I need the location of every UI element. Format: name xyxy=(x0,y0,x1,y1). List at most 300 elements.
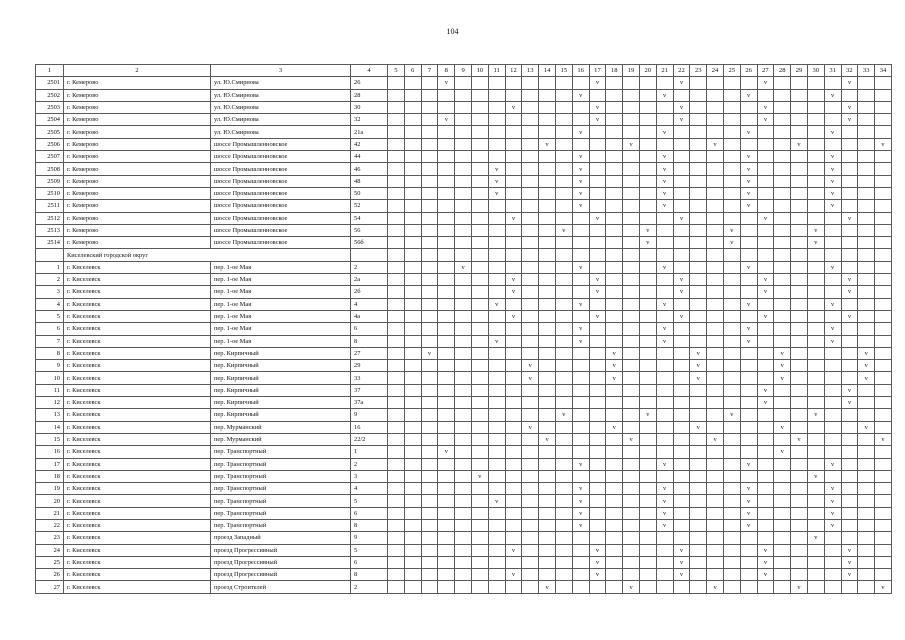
empty-cell xyxy=(707,556,724,568)
empty-cell xyxy=(824,101,841,113)
check-mark: v xyxy=(690,372,707,384)
column-header: 30 xyxy=(807,65,824,77)
empty-cell xyxy=(723,101,740,113)
empty-cell xyxy=(623,470,640,482)
empty-cell xyxy=(656,372,673,384)
empty-cell xyxy=(656,347,673,359)
empty-cell xyxy=(774,151,791,163)
city-cell: г. Киселевск xyxy=(64,347,211,359)
empty-cell xyxy=(505,507,522,519)
empty-cell xyxy=(673,237,690,249)
empty-cell xyxy=(673,89,690,101)
street-cell: пер. Кирпичный xyxy=(211,372,351,384)
empty-cell xyxy=(656,274,673,286)
check-mark: v xyxy=(757,212,774,224)
empty-cell xyxy=(404,126,421,138)
empty-cell xyxy=(690,274,707,286)
empty-cell xyxy=(471,532,488,544)
street-cell: проезд Западный xyxy=(211,532,351,544)
empty-cell xyxy=(623,483,640,495)
check-mark: v xyxy=(757,310,774,322)
check-mark: v xyxy=(824,89,841,101)
table-row xyxy=(36,519,892,531)
empty-cell xyxy=(505,347,522,359)
empty-cell xyxy=(757,89,774,101)
empty-cell xyxy=(875,298,892,310)
empty-cell xyxy=(404,138,421,150)
empty-cell xyxy=(388,187,405,199)
empty-cell xyxy=(488,519,505,531)
empty-cell xyxy=(555,532,572,544)
check-mark: v xyxy=(656,187,673,199)
row-number: 11 xyxy=(36,384,64,396)
row-number: 20 xyxy=(36,495,64,507)
empty-cell xyxy=(455,483,472,495)
check-mark: v xyxy=(824,187,841,199)
empty-cell xyxy=(791,249,808,261)
empty-cell xyxy=(673,151,690,163)
empty-cell xyxy=(421,581,438,593)
empty-cell xyxy=(707,470,724,482)
empty-cell xyxy=(673,138,690,150)
empty-cell xyxy=(740,581,757,593)
check-mark: v xyxy=(740,89,757,101)
check-mark: v xyxy=(740,261,757,273)
empty-cell xyxy=(757,175,774,187)
empty-cell xyxy=(589,187,606,199)
empty-cell xyxy=(555,175,572,187)
empty-cell xyxy=(572,138,589,150)
empty-cell xyxy=(438,175,455,187)
table-row xyxy=(36,421,892,433)
empty-cell xyxy=(404,163,421,175)
empty-cell xyxy=(656,237,673,249)
empty-cell xyxy=(522,237,539,249)
empty-cell xyxy=(455,126,472,138)
empty-cell xyxy=(824,569,841,581)
empty-cell xyxy=(875,224,892,236)
empty-cell xyxy=(488,507,505,519)
empty-cell xyxy=(774,187,791,199)
empty-cell xyxy=(774,483,791,495)
check-mark: v xyxy=(656,519,673,531)
city-cell: г. Киселевск xyxy=(64,556,211,568)
check-mark: v xyxy=(740,507,757,519)
check-mark: v xyxy=(875,138,892,150)
empty-cell xyxy=(539,101,556,113)
empty-cell xyxy=(522,323,539,335)
empty-cell xyxy=(471,286,488,298)
empty-cell xyxy=(858,335,875,347)
empty-cell xyxy=(404,114,421,126)
street-cell: пер. Транспортный xyxy=(211,495,351,507)
empty-cell xyxy=(438,384,455,396)
check-mark: v xyxy=(841,114,858,126)
check-mark: v xyxy=(673,544,690,556)
empty-cell xyxy=(858,163,875,175)
table-row xyxy=(36,298,892,310)
empty-cell xyxy=(606,458,623,470)
empty-cell xyxy=(404,470,421,482)
empty-cell xyxy=(572,544,589,556)
empty-cell xyxy=(791,532,808,544)
empty-cell xyxy=(841,372,858,384)
check-mark: v xyxy=(572,298,589,310)
row-number: 2512 xyxy=(36,212,64,224)
empty-cell xyxy=(404,519,421,531)
empty-cell xyxy=(539,446,556,458)
empty-cell xyxy=(388,581,405,593)
empty-cell xyxy=(623,77,640,89)
empty-cell xyxy=(639,274,656,286)
empty-cell xyxy=(388,224,405,236)
empty-cell xyxy=(723,519,740,531)
check-mark: v xyxy=(841,286,858,298)
empty-cell xyxy=(421,237,438,249)
empty-cell xyxy=(791,237,808,249)
check-mark: v xyxy=(841,544,858,556)
empty-cell xyxy=(404,274,421,286)
empty-cell xyxy=(791,151,808,163)
empty-cell xyxy=(841,433,858,445)
empty-cell xyxy=(807,446,824,458)
empty-cell xyxy=(656,446,673,458)
empty-cell xyxy=(875,532,892,544)
street-cell: пер. 1-ое Мая xyxy=(211,274,351,286)
check-mark: v xyxy=(841,397,858,409)
empty-cell xyxy=(572,421,589,433)
house-cell: 2б xyxy=(351,286,388,298)
street-cell: шоссе Промышленновское xyxy=(211,163,351,175)
empty-cell xyxy=(572,224,589,236)
empty-cell xyxy=(421,409,438,421)
check-mark: v xyxy=(740,163,757,175)
column-header: 13 xyxy=(522,65,539,77)
column-header: 19 xyxy=(623,65,640,77)
empty-cell xyxy=(388,126,405,138)
empty-cell xyxy=(471,421,488,433)
empty-cell xyxy=(388,200,405,212)
column-header: 29 xyxy=(791,65,808,77)
empty-cell xyxy=(421,397,438,409)
empty-cell xyxy=(455,212,472,224)
empty-cell xyxy=(639,347,656,359)
street-cell: шоссе Промышленновское xyxy=(211,187,351,199)
empty-cell xyxy=(824,274,841,286)
empty-cell xyxy=(522,433,539,445)
empty-cell xyxy=(589,433,606,445)
empty-cell xyxy=(639,458,656,470)
row-number: 2 xyxy=(36,274,64,286)
empty-cell xyxy=(841,360,858,372)
empty-cell xyxy=(522,200,539,212)
column-header: 12 xyxy=(505,65,522,77)
empty-cell xyxy=(455,507,472,519)
column-header: 20 xyxy=(639,65,656,77)
empty-cell xyxy=(539,458,556,470)
empty-cell xyxy=(421,335,438,347)
empty-cell xyxy=(539,397,556,409)
empty-cell xyxy=(757,237,774,249)
row-number: 8 xyxy=(36,347,64,359)
empty-cell xyxy=(606,114,623,126)
table-row xyxy=(36,101,892,113)
empty-cell xyxy=(757,151,774,163)
empty-cell xyxy=(555,581,572,593)
row-number: 2511 xyxy=(36,200,64,212)
empty-cell xyxy=(572,114,589,126)
empty-cell xyxy=(505,163,522,175)
empty-cell xyxy=(455,101,472,113)
column-header: 7 xyxy=(421,65,438,77)
empty-cell xyxy=(858,532,875,544)
empty-cell xyxy=(539,323,556,335)
check-mark: v xyxy=(522,421,539,433)
empty-cell xyxy=(807,175,824,187)
empty-cell xyxy=(740,101,757,113)
empty-cell xyxy=(522,126,539,138)
empty-cell xyxy=(757,261,774,273)
table-row xyxy=(36,335,892,347)
empty-cell xyxy=(723,532,740,544)
empty-cell xyxy=(707,347,724,359)
empty-cell xyxy=(455,495,472,507)
city-cell: г. Киселевск xyxy=(64,335,211,347)
empty-cell xyxy=(824,409,841,421)
empty-cell xyxy=(791,77,808,89)
section-title: Киселевский городской округ xyxy=(64,249,351,261)
empty-cell xyxy=(505,126,522,138)
empty-cell xyxy=(656,569,673,581)
empty-cell xyxy=(455,274,472,286)
empty-cell xyxy=(421,224,438,236)
empty-cell xyxy=(388,519,405,531)
empty-cell xyxy=(858,544,875,556)
table-row xyxy=(36,446,892,458)
house-cell: 54 xyxy=(351,212,388,224)
empty-cell xyxy=(723,458,740,470)
empty-cell xyxy=(388,569,405,581)
empty-cell xyxy=(723,249,740,261)
empty-cell xyxy=(623,151,640,163)
empty-cell xyxy=(656,310,673,322)
row-number: 13 xyxy=(36,409,64,421)
empty-cell xyxy=(723,261,740,273)
empty-cell xyxy=(723,175,740,187)
empty-cell xyxy=(824,470,841,482)
empty-cell xyxy=(404,507,421,519)
empty-cell xyxy=(791,421,808,433)
empty-cell xyxy=(438,433,455,445)
empty-cell xyxy=(841,519,858,531)
empty-cell xyxy=(690,323,707,335)
empty-cell xyxy=(858,483,875,495)
empty-cell xyxy=(589,323,606,335)
empty-cell xyxy=(488,237,505,249)
empty-cell xyxy=(774,101,791,113)
check-mark: v xyxy=(841,569,858,581)
empty-cell xyxy=(404,101,421,113)
empty-cell xyxy=(656,544,673,556)
empty-cell xyxy=(623,409,640,421)
empty-cell xyxy=(707,360,724,372)
empty-cell xyxy=(673,335,690,347)
empty-cell xyxy=(723,483,740,495)
column-header: 23 xyxy=(690,65,707,77)
empty-cell xyxy=(841,126,858,138)
empty-cell xyxy=(438,495,455,507)
empty-cell xyxy=(875,470,892,482)
house-cell: 8 xyxy=(351,569,388,581)
empty-cell xyxy=(404,581,421,593)
row-number: 23 xyxy=(36,532,64,544)
empty-cell xyxy=(455,544,472,556)
empty-cell xyxy=(791,101,808,113)
empty-cell xyxy=(572,569,589,581)
empty-cell xyxy=(623,212,640,224)
empty-cell xyxy=(639,446,656,458)
empty-cell xyxy=(807,114,824,126)
check-mark: v xyxy=(656,507,673,519)
empty-cell xyxy=(639,175,656,187)
empty-cell xyxy=(690,298,707,310)
street-cell: шоссе Промышленновское xyxy=(211,175,351,187)
check-mark: v xyxy=(471,470,488,482)
empty-cell xyxy=(791,335,808,347)
city-cell: г. Киселевск xyxy=(64,310,211,322)
empty-cell xyxy=(388,483,405,495)
empty-cell xyxy=(539,347,556,359)
house-cell: 2а xyxy=(351,274,388,286)
empty-cell xyxy=(757,249,774,261)
empty-cell xyxy=(690,249,707,261)
empty-cell xyxy=(623,114,640,126)
empty-cell xyxy=(505,138,522,150)
empty-cell xyxy=(455,421,472,433)
check-mark: v xyxy=(824,495,841,507)
empty-cell xyxy=(388,507,405,519)
empty-cell xyxy=(673,532,690,544)
check-mark: v xyxy=(824,175,841,187)
table-row xyxy=(36,544,892,556)
empty-cell xyxy=(555,89,572,101)
empty-cell xyxy=(388,77,405,89)
empty-cell xyxy=(539,384,556,396)
empty-cell xyxy=(623,458,640,470)
empty-cell xyxy=(639,384,656,396)
empty-cell xyxy=(757,360,774,372)
empty-cell xyxy=(791,212,808,224)
house-cell: 37а xyxy=(351,397,388,409)
empty-cell xyxy=(656,384,673,396)
empty-cell xyxy=(757,421,774,433)
empty-cell xyxy=(606,89,623,101)
empty-cell xyxy=(656,360,673,372)
empty-cell xyxy=(807,360,824,372)
empty-cell xyxy=(723,433,740,445)
empty-cell xyxy=(707,544,724,556)
empty-cell xyxy=(589,163,606,175)
empty-cell xyxy=(807,310,824,322)
empty-cell xyxy=(388,397,405,409)
check-mark: v xyxy=(723,237,740,249)
check-mark: v xyxy=(824,298,841,310)
empty-cell xyxy=(471,335,488,347)
empty-cell xyxy=(807,298,824,310)
empty-cell xyxy=(505,421,522,433)
empty-cell xyxy=(572,581,589,593)
empty-cell xyxy=(623,372,640,384)
empty-cell xyxy=(455,409,472,421)
empty-cell xyxy=(639,532,656,544)
empty-cell xyxy=(488,483,505,495)
empty-cell xyxy=(388,163,405,175)
empty-cell xyxy=(707,446,724,458)
column-header: 14 xyxy=(539,65,556,77)
empty-cell xyxy=(623,261,640,273)
empty-cell xyxy=(555,507,572,519)
empty-cell xyxy=(488,224,505,236)
empty-cell xyxy=(774,495,791,507)
empty-cell xyxy=(606,519,623,531)
empty-cell xyxy=(388,138,405,150)
check-mark: v xyxy=(824,507,841,519)
check-mark: v xyxy=(589,556,606,568)
street-cell: шоссе Промышленновское xyxy=(211,138,351,150)
check-mark: v xyxy=(522,372,539,384)
city-cell: г. Киселевск xyxy=(64,470,211,482)
empty-cell xyxy=(690,261,707,273)
table-row xyxy=(36,224,892,236)
empty-cell xyxy=(438,360,455,372)
check-mark: v xyxy=(807,224,824,236)
empty-cell xyxy=(875,89,892,101)
empty-cell xyxy=(707,409,724,421)
empty-cell xyxy=(589,507,606,519)
table-row xyxy=(36,200,892,212)
column-header: 15 xyxy=(555,65,572,77)
city-cell: г. Кемерово xyxy=(64,212,211,224)
empty-cell xyxy=(723,581,740,593)
empty-cell xyxy=(404,483,421,495)
empty-cell xyxy=(505,114,522,126)
empty-cell xyxy=(539,151,556,163)
check-mark: v xyxy=(757,397,774,409)
empty-cell xyxy=(740,224,757,236)
check-mark: v xyxy=(757,384,774,396)
empty-cell xyxy=(807,495,824,507)
empty-cell xyxy=(858,495,875,507)
empty-cell xyxy=(404,89,421,101)
empty-cell xyxy=(404,261,421,273)
row-number: 2506 xyxy=(36,138,64,150)
empty-cell xyxy=(740,569,757,581)
empty-cell xyxy=(707,458,724,470)
empty-cell xyxy=(774,261,791,273)
empty-cell xyxy=(791,163,808,175)
empty-cell xyxy=(875,237,892,249)
empty-cell xyxy=(606,249,623,261)
check-mark: v xyxy=(589,310,606,322)
check-mark: v xyxy=(488,187,505,199)
empty-cell xyxy=(774,409,791,421)
house-cell: 56 xyxy=(351,224,388,236)
empty-cell xyxy=(623,249,640,261)
empty-cell xyxy=(690,126,707,138)
table-row xyxy=(36,458,892,470)
check-mark: v xyxy=(505,310,522,322)
empty-cell xyxy=(858,433,875,445)
